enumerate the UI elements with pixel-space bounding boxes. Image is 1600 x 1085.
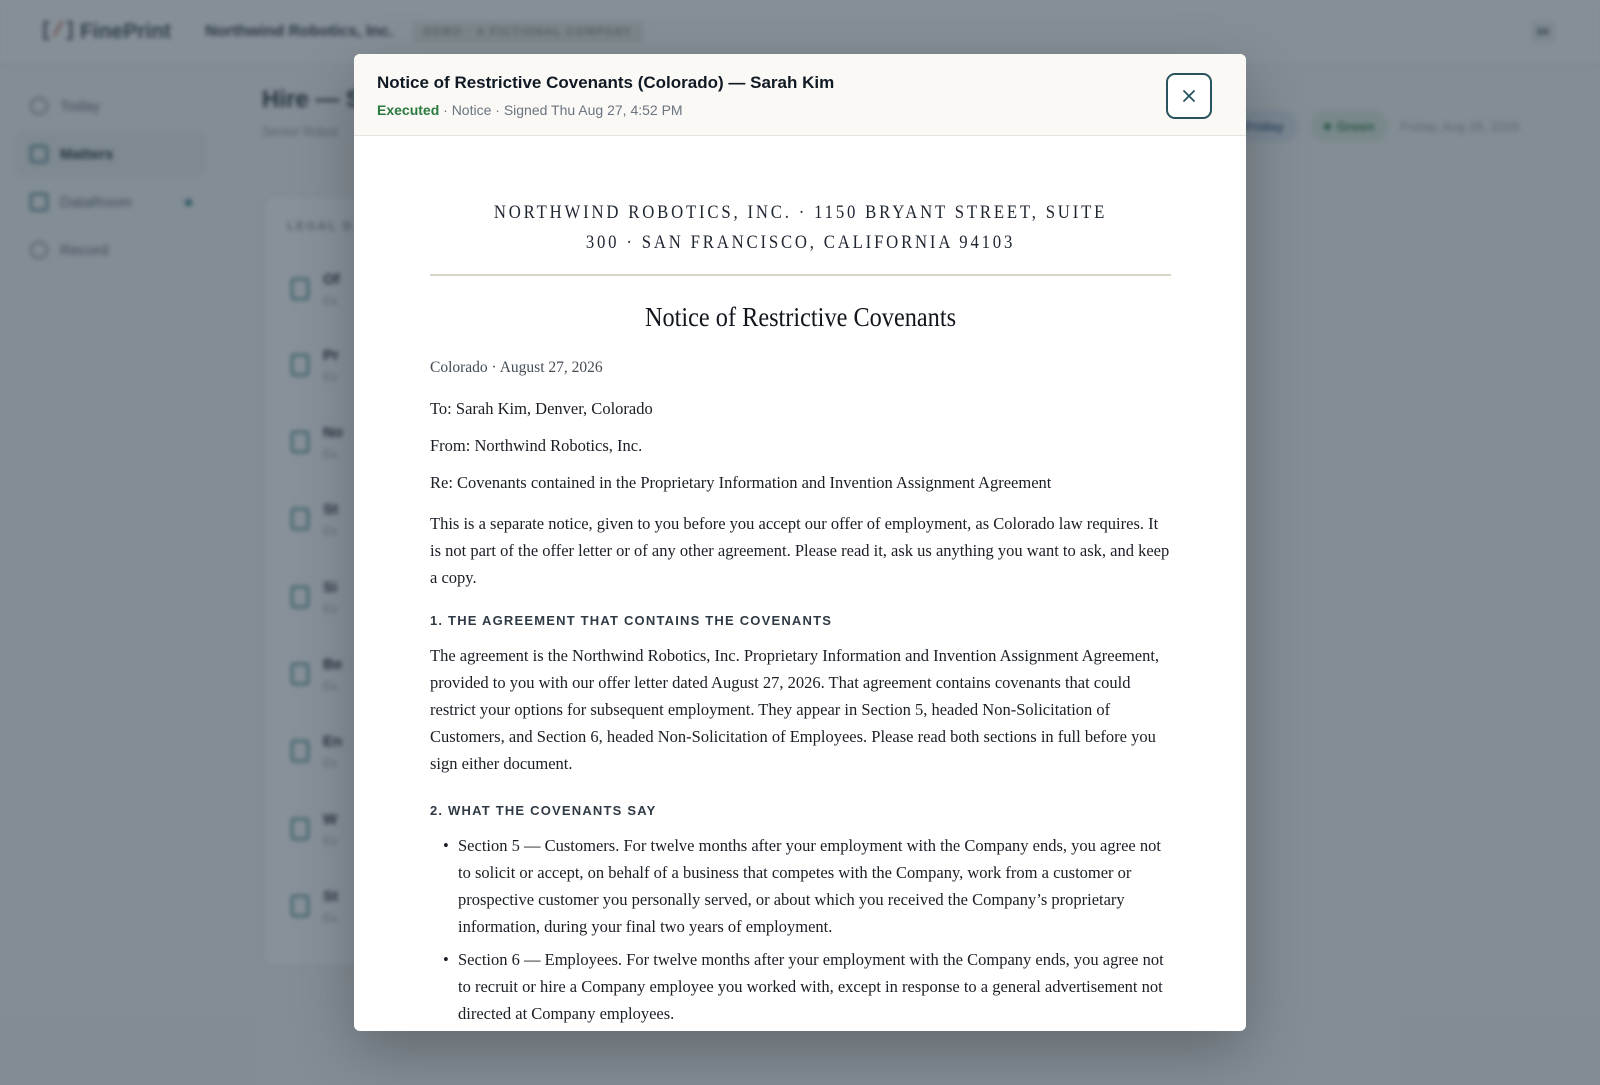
modal-header [354,54,1246,136]
document-modal [354,54,1246,1031]
section-1-text: The agreement is the Northwind Robotics, Inc. Proprietary Information and Invention Assignment Agreement, provided to you with our offer letter dated August 27, 2026. That agreement contains covenants that could restrict your options for subsequent employment. They appear in Section 5, headed Non-Solicitation of Customers, and Section 6, headed Non-Solicitation of Employees. Please read both sections in full before you sign either document. [430,646,1160,773]
document-page [430,198,1171,1031]
status-badge: Executed [377,102,440,118]
intro-paragraph: This is a separate notice, given to you before you accept our offer of employment, as Colorado law requires. It is not part of the offer letter or of any other agreement. Please read it, ask us anything you want to ask, and keep a copy. [430,514,1170,587]
letterhead-divider [430,274,1171,276]
document-viewer[interactable] [354,136,1246,1031]
modal-meta [377,102,1223,118]
modal-title: Notice of Restrictive Covenants (Colorado) — Sarah Kim [377,73,835,92]
to-line: To: Sarah Kim, Denver, Colorado [430,399,653,418]
modal-meta-details: · Notice · Signed Thu Aug 27, 4:52 PM [439,102,683,118]
section-1-title: 1. THE AGREEMENT THAT CONTAINS THE COVENANTS [430,613,833,628]
close-icon [1181,88,1197,104]
document-heading: Notice of Restrictive Covenants [644,302,957,332]
document-dateline: Colorado · August 27, 2026 [430,359,603,376]
from-line: From: Northwind Robotics, Inc. [430,436,643,455]
section-2-title: 2. WHAT THE COVENANTS SAY [430,803,657,818]
list-item: • Section 6 — Employees. For twelve months after your employment with the Company ends, you agree not to recruit or hire a Company employee you worked with, except in response to a general advertisement not directed at Company employees. [430,946,1171,1027]
re-line: Re: Covenants contained in the Proprietary Information and Invention Assignment Agreement [430,473,1052,492]
letterhead: NORTHWIND ROBOTICS, INC. · 1150 BRYANT STREET, SUITE 300 · SAN FRANCISCO, CALIFORNIA 94103 [493,202,1108,253]
covenant-list [430,832,1171,1027]
close-button[interactable] [1166,73,1212,119]
list-item: • Section 5 — Customers. For twelve months after your employment with the Company ends, you agree not to solicit or accept, on behalf of a business that competes with the Company, work from a customer or prospective customer you personally served, or about which you received the Company’s proprietary information, during your final two years of employment. [430,832,1171,940]
